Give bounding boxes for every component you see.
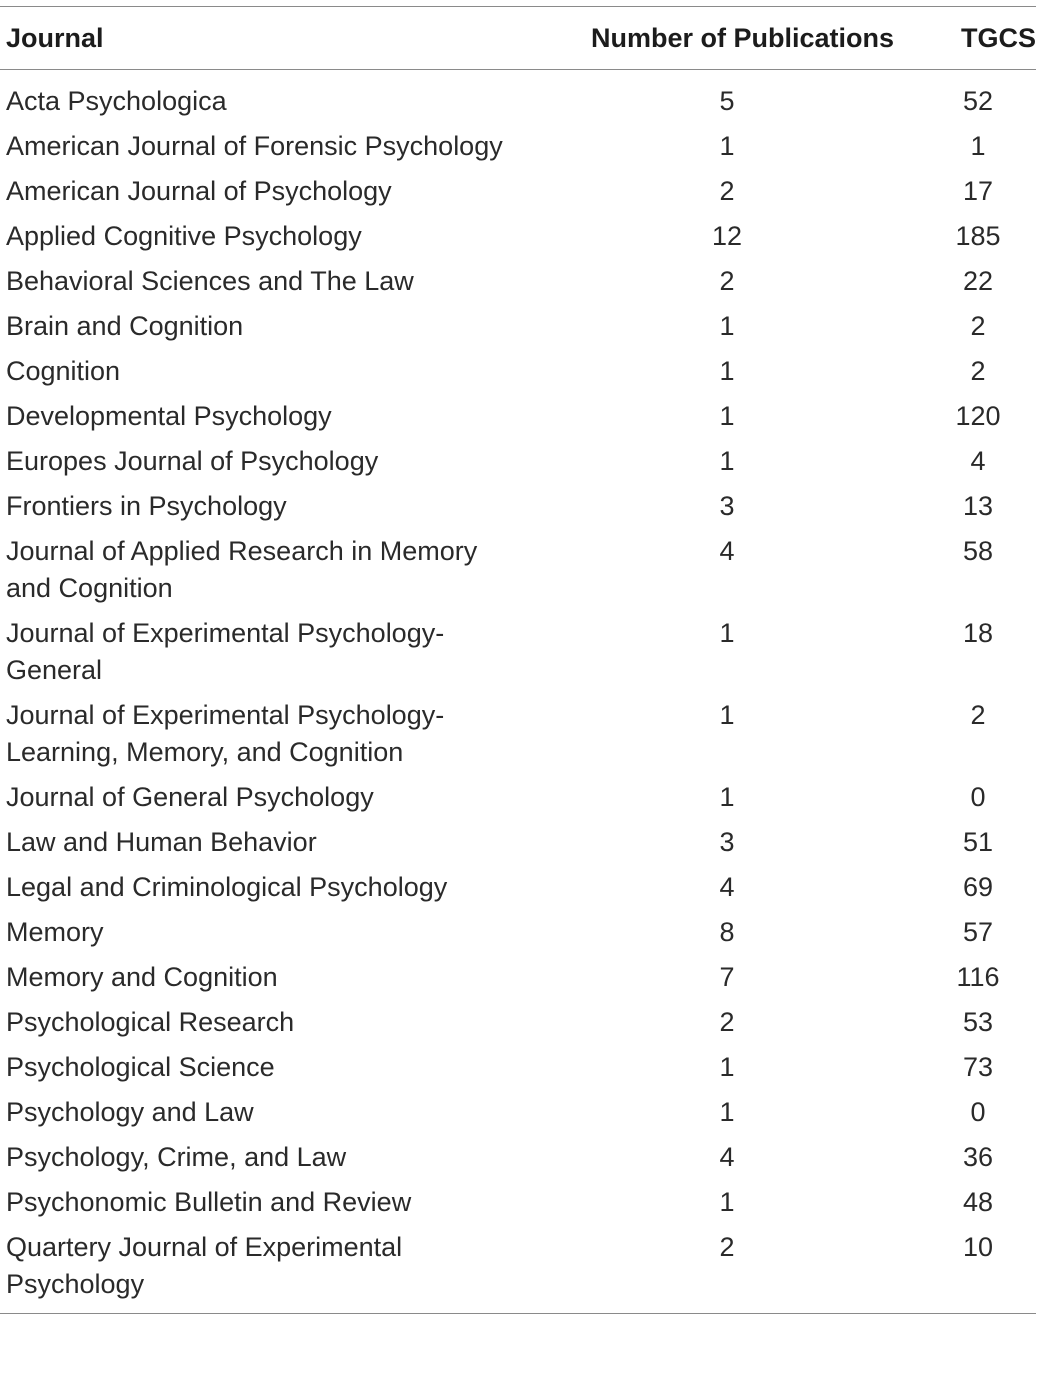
publications-count-value: 1 — [719, 1187, 735, 1217]
table-row — [0, 820, 1036, 865]
publications-count-value: 2 — [719, 266, 735, 296]
table-row — [0, 214, 1036, 259]
table-row — [0, 484, 1036, 529]
publications-count-value: 1 — [719, 618, 735, 648]
tgcs-value-cell: 13 — [962, 491, 994, 521]
tgcs-value-cell: 4 — [970, 446, 986, 476]
tgcs-value-cell: 10 — [962, 1232, 994, 1262]
tgcs-value-cell: 0 — [970, 782, 986, 812]
table-row — [0, 304, 1036, 349]
tgcs-value-cell: 2 — [970, 311, 986, 341]
publications-count-value: 2 — [719, 1007, 735, 1037]
publications-count-value: 12 — [711, 221, 743, 251]
journal-name-cell: Law and Human Behavior — [6, 827, 317, 857]
journal-name-cell: Psychology and Law — [6, 1097, 254, 1127]
journal-name-cell: Journal of Experimental Psychology-General — [6, 618, 445, 685]
publications-count-value: 4 — [719, 536, 735, 566]
tgcs-value-cell: 116 — [956, 962, 1000, 992]
publications-count-cell — [540, 1090, 920, 1135]
column-header-journal: Journal — [6, 22, 104, 53]
publications-count-value: 1 — [719, 446, 735, 476]
journal-name-cell: Brain and Cognition — [6, 311, 244, 341]
publications-count-value: 5 — [719, 86, 735, 116]
publications-count-cell — [540, 865, 920, 910]
publications-count-cell — [540, 304, 920, 349]
tgcs-value-cell: 18 — [962, 618, 994, 648]
table-row — [0, 1045, 1036, 1090]
table-row — [0, 349, 1036, 394]
publications-count-cell — [540, 214, 920, 259]
table-row — [0, 169, 1036, 214]
journal-name-cell: Cognition — [6, 356, 121, 386]
publications-count-value: 1 — [719, 1097, 735, 1127]
table-row — [0, 1225, 1036, 1314]
column-header-tgcs: TGCS — [960, 22, 1036, 53]
table-row — [0, 394, 1036, 439]
table-row — [0, 70, 1036, 125]
table-row — [0, 955, 1036, 1000]
journal-name-cell: Memory and Cognition — [6, 962, 278, 992]
table-row — [0, 693, 1036, 775]
publications-count-cell — [540, 1135, 920, 1180]
publications-count-value: 1 — [719, 356, 735, 386]
journal-name-cell: Acta Psychologica — [6, 86, 227, 116]
journal-name-cell: Psychological Research — [6, 1007, 295, 1037]
publications-count-value: 3 — [719, 491, 735, 521]
publications-count-cell — [540, 820, 920, 865]
publications-count-value: 3 — [719, 827, 735, 857]
tgcs-value-cell: 0 — [970, 1097, 986, 1127]
journal-name-cell: Applied Cognitive Psychology — [6, 221, 362, 251]
publications-count-value: 8 — [719, 917, 735, 947]
journal-name-cell: Psychological Science — [6, 1052, 275, 1082]
publications-count-cell — [540, 529, 920, 611]
publications-count-value: 1 — [719, 1052, 735, 1082]
table-row — [0, 529, 1036, 611]
publications-count-cell — [540, 611, 920, 693]
journal-name-cell: Psychology, Crime, and Law — [6, 1142, 347, 1172]
publications-count-cell — [540, 484, 920, 529]
tgcs-value-cell: 69 — [962, 872, 994, 902]
publications-count-cell — [540, 1000, 920, 1045]
publications-count-value: 1 — [719, 131, 735, 161]
publications-count-cell — [540, 259, 920, 304]
table-row — [0, 1000, 1036, 1045]
table-row — [0, 439, 1036, 484]
tgcs-value-cell: 36 — [962, 1142, 994, 1172]
table-body — [0, 70, 1036, 1314]
publications-count-value: 1 — [719, 311, 735, 341]
column-header-publications: Number of Publications — [590, 22, 894, 53]
journal-name-cell: Behavioral Sciences and The Law — [6, 266, 414, 296]
table-row — [0, 611, 1036, 693]
tgcs-value-cell: 53 — [962, 1007, 994, 1037]
tgcs-value-cell: 185 — [955, 221, 1001, 251]
journal-name-cell: Quartery Journal of Experimental Psychology — [6, 1232, 403, 1299]
publications-count-value: 2 — [719, 176, 735, 206]
table-row — [0, 775, 1036, 820]
tgcs-value-cell: 48 — [962, 1187, 994, 1217]
journal-name-cell: Journal of General Psychology — [6, 782, 374, 812]
journal-name-cell: Europes Journal of Psychology — [6, 446, 379, 476]
tgcs-value-cell: 58 — [962, 536, 994, 566]
journal-name-cell: Frontiers in Psychology — [6, 491, 287, 521]
table-row — [0, 865, 1036, 910]
publications-count-cell — [540, 910, 920, 955]
journal-table-container — [0, 6, 1036, 1314]
tgcs-value-cell: 57 — [962, 917, 994, 947]
tgcs-value-cell: 51 — [962, 827, 994, 857]
tgcs-value-cell: 73 — [962, 1052, 994, 1082]
publications-count-cell — [540, 394, 920, 439]
journal-name-cell: American Journal of Forensic Psychology — [6, 131, 503, 161]
tgcs-value-cell: 17 — [962, 176, 994, 206]
publications-count-cell — [540, 955, 920, 1000]
table-row — [0, 1180, 1036, 1225]
journal-name-cell: Memory — [6, 917, 104, 947]
publications-count-cell — [540, 1045, 920, 1090]
tgcs-value-cell: 1 — [970, 131, 986, 161]
table-row — [0, 910, 1036, 955]
publications-count-value: 2 — [719, 1232, 735, 1262]
publications-count-cell — [540, 775, 920, 820]
journal-name-cell: American Journal of Psychology — [6, 176, 392, 206]
table-row — [0, 259, 1036, 304]
publications-count-cell — [540, 70, 920, 125]
publications-count-cell — [540, 1180, 920, 1225]
table-row — [0, 1090, 1036, 1135]
publications-count-cell — [540, 124, 920, 169]
publications-count-cell — [540, 169, 920, 214]
tgcs-value-cell: 120 — [955, 401, 1001, 431]
publications-count-cell — [540, 1225, 920, 1314]
publications-count-value: 7 — [719, 962, 735, 992]
journal-name-cell: Journal of Applied Research in Memory and Cognition — [6, 536, 478, 603]
publications-count-value: 4 — [719, 872, 735, 902]
tgcs-value-cell: 22 — [962, 266, 994, 296]
journal-name-cell: Developmental Psychology — [6, 401, 332, 431]
publications-count-value: 1 — [719, 401, 735, 431]
publications-count-cell — [540, 439, 920, 484]
tgcs-value-cell: 2 — [970, 356, 986, 386]
header-row — [0, 7, 1036, 70]
publications-count-value: 1 — [719, 700, 735, 730]
table-row — [0, 1135, 1036, 1180]
tgcs-value-cell: 52 — [962, 86, 994, 116]
journal-name-cell: Psychonomic Bulletin and Review — [6, 1187, 412, 1217]
publications-count-value: 1 — [719, 782, 735, 812]
tgcs-value-cell: 2 — [970, 700, 986, 730]
publications-count-cell — [540, 349, 920, 394]
table-header — [0, 7, 1036, 70]
journal-table — [0, 6, 1036, 1314]
publications-count-cell — [540, 693, 920, 775]
publications-count-value: 4 — [719, 1142, 735, 1172]
journal-name-cell: Journal of Experimental Psychology-Learning, Memory, and Cognition — [6, 700, 445, 767]
table-row — [0, 124, 1036, 169]
journal-name-cell: Legal and Criminological Psychology — [6, 872, 448, 902]
